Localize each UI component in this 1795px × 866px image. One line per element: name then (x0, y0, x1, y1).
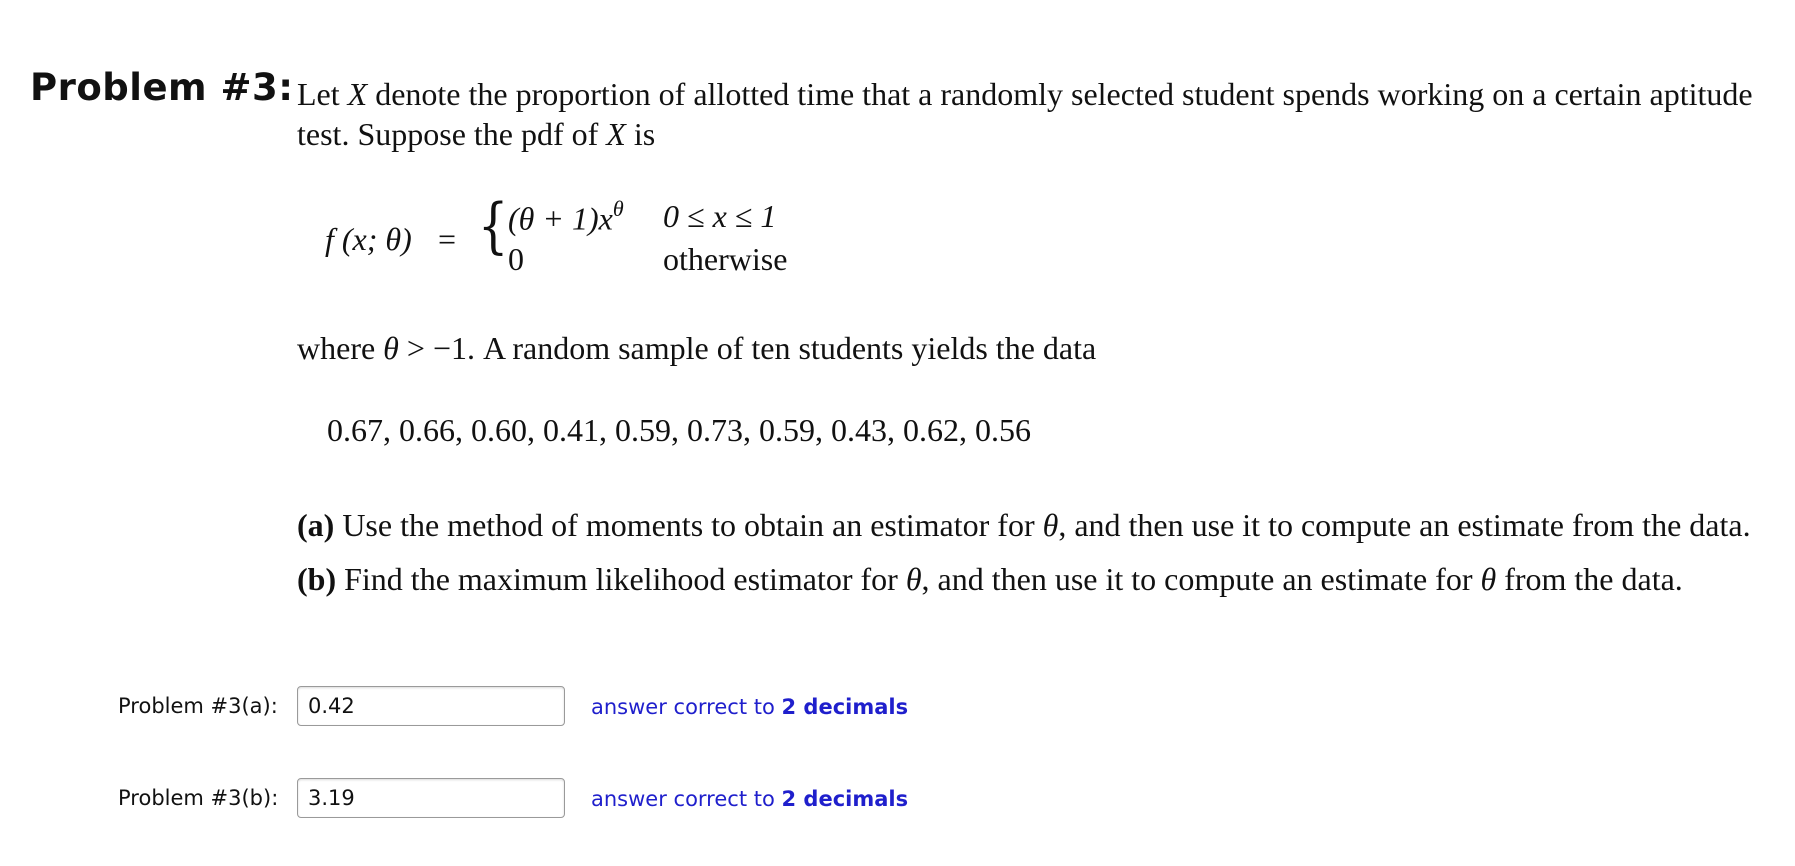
where-text: > −1. A random sample of ten students yields the data (398, 330, 1097, 366)
pdf-brace: { (477, 191, 509, 261)
pdf-case2-cond: otherwise (663, 241, 788, 277)
hint-prefix: answer correct to (591, 695, 782, 719)
pdf-case1-base: (θ + 1)x (508, 200, 613, 237)
answer-b-input[interactable] (297, 778, 565, 818)
part-b (297, 561, 1683, 598)
pdf-case1-expr (508, 198, 624, 238)
hint-prefix: answer correct to (591, 787, 782, 811)
theta-symbol: θ (383, 330, 399, 366)
part-a-label: (a) (297, 507, 335, 543)
part-a-text: Use the method of moments to obtain an estimator for (334, 507, 1043, 543)
where-text: where (297, 330, 384, 366)
intro-text: test. Suppose the pdf of (297, 116, 607, 152)
intro-text: is (625, 116, 656, 152)
data-values: 0.67, 0.66, 0.60, 0.41, 0.59, 0.73, 0.59, 0.43, 0.62, 0.56 (327, 412, 1031, 448)
intro-text: denote the proportion of allotted time that a randomly selected student spends working on a certain aptitude (367, 76, 1753, 112)
var-x: X (606, 116, 626, 152)
answer-b-hint (591, 787, 908, 811)
pdf-case1-exponent: θ (612, 196, 624, 221)
part-a (297, 507, 1751, 544)
answer-a-input[interactable] (297, 686, 565, 726)
intro-line-1 (297, 76, 1753, 113)
answer-b-label: Problem #3(b): (118, 786, 279, 810)
part-a-text: , and then use it to compute an estimate from the data. (1058, 507, 1751, 543)
theta-symbol: θ (905, 561, 922, 597)
var-x: X (347, 76, 368, 112)
where-line (297, 330, 1096, 367)
intro-text: Let (297, 76, 348, 112)
theta-symbol: θ (1042, 507, 1059, 543)
pdf-case1-cond: 0 ≤ x ≤ 1 (663, 198, 777, 234)
answer-a-hint (591, 695, 908, 719)
pdf-equals: = (438, 221, 457, 257)
part-b-text: , and then use it to compute an estimate for (921, 561, 1481, 597)
part-b-text: from the data. (1496, 561, 1683, 597)
intro-line-2 (297, 116, 655, 153)
part-b-text: Find the maximum likelihood estimator for (336, 561, 906, 597)
part-b-label: (b) (297, 561, 337, 597)
answer-a-label: Problem #3(a): (118, 694, 278, 718)
pdf-case2-expr: 0 (508, 241, 524, 277)
problem-heading: Problem #3: (30, 66, 294, 109)
theta-symbol: θ (1480, 561, 1497, 597)
hint-decimals: 2 decimals (781, 695, 909, 719)
pdf-lhs: f (x; θ) (325, 221, 412, 257)
hint-decimals: 2 decimals (781, 787, 909, 811)
